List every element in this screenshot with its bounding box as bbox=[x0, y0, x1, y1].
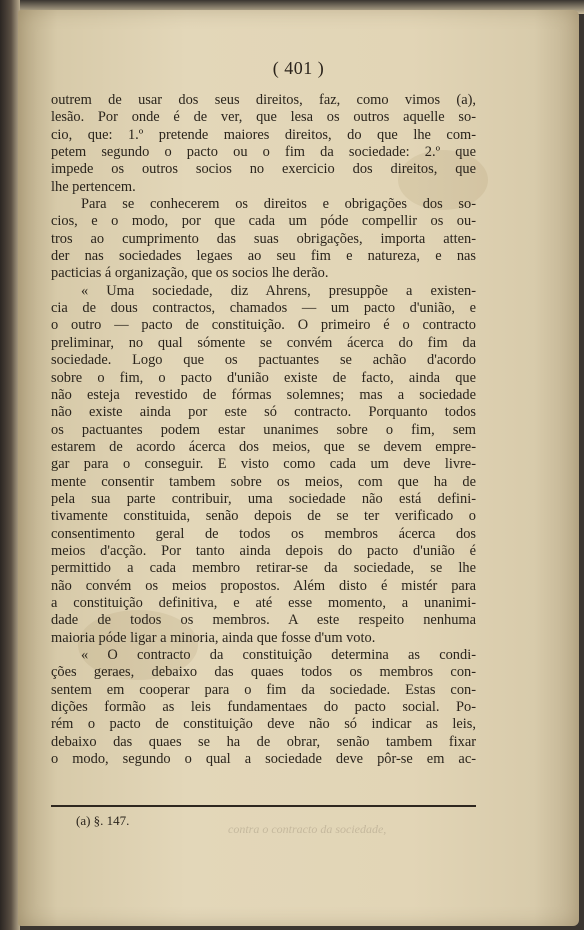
text-line: não esteja revestido de fórmas solemnes; mas a sociedade bbox=[51, 386, 476, 403]
text-line: rém o pacto de constituição deve não só indicar as leis, bbox=[51, 716, 476, 733]
book-page bbox=[18, 10, 579, 926]
text-line: pacticias á organização, que os socios lhe derão. bbox=[51, 265, 329, 282]
text-line: ções geraes, debaixo das quaes todos os membros con- bbox=[51, 664, 476, 681]
text-line: preliminar, no qual sómente se convém ácerca do fim da bbox=[51, 334, 476, 351]
text-line: permittido a cada membro retirar-se da sociedade, se lhe bbox=[51, 560, 476, 577]
page-number-header: ( 401 ) bbox=[272, 58, 325, 78]
body-text bbox=[51, 92, 476, 768]
text-line: estarem de acordo ácerca dos meios, que se devem empre- bbox=[51, 438, 476, 455]
text-line: lesão. Por onde é de ver, que lesa os outros aquelle so- bbox=[51, 109, 476, 126]
text-line: « Uma sociedade, diz Ahrens, presuppõe a existen- bbox=[81, 282, 476, 299]
text-line: mente consentir tambem sobre os meios, com que ha de bbox=[51, 473, 476, 490]
text-line: debaixo das quaes se ha de obrar, senão tambem fixar bbox=[51, 733, 476, 750]
text-line: cios, e o modo, por que cada um póde compellir os ou- bbox=[51, 213, 476, 230]
text-line: a constituição definitiva, e até esse momento, a unanimi- bbox=[51, 594, 476, 611]
text-line: os pactuantes podem estar unanimes sobre o fim, sem bbox=[51, 421, 476, 438]
text-line: gar para o conseguir. E visto como cada um deve livre- bbox=[51, 456, 476, 473]
text-line: dições formão as leis fundamentaes do pacto social. Po- bbox=[51, 699, 476, 716]
text-line: não convém os meios propostos. Além disto é mistér para bbox=[51, 577, 476, 594]
text-line: o outro — pacto de constituição. O primeiro é o contracto bbox=[51, 317, 476, 334]
text-line: der nas sociedades legaes ao seu fim e natureza, e nas bbox=[51, 248, 476, 265]
text-line: dade de todos os membros. A este respeito nenhuma bbox=[51, 612, 476, 629]
text-line: consentimento geral de todos os membros ácerca dos bbox=[51, 525, 476, 542]
text-line: tros ao cumprimento das suas obrigações, importa atten- bbox=[51, 230, 476, 247]
text-line: pela sua parte contribuir, uma sociedade não está defini- bbox=[51, 490, 476, 507]
text-line: cio, que: 1.º pretende maiores direitos, do que lhe com- bbox=[51, 126, 476, 143]
book-spine bbox=[0, 0, 20, 930]
text-line: Para se conhecerem os direitos e obrigações dos so- bbox=[81, 196, 476, 213]
footnote: (a) §. 147. bbox=[76, 813, 130, 828]
text-line: cia de dous contractos, chamados — um pacto d'união, e bbox=[51, 300, 476, 317]
text-line: impede os outros socios no exercicio dos direitos, que bbox=[51, 161, 476, 178]
text-line: « O contracto da constituição determina as condi- bbox=[81, 647, 476, 663]
bleed-through-text: contra o contracto da sociedade, bbox=[228, 822, 387, 836]
text-line: sociedade. Logo que os pactuantes se achão d'acordo bbox=[51, 352, 476, 369]
text-line: sentem em cooperar para o fim da sociedade. Estas con- bbox=[51, 681, 476, 698]
text-line: lhe pertencem. bbox=[51, 178, 136, 195]
text-line: petem segundo o pacto ou o fim da sociedade: 2.º que bbox=[51, 144, 476, 161]
text-line: maioria póde ligar a minoria, ainda que fosse d'um voto. bbox=[51, 629, 376, 646]
text-line: sobre o fim, o pacto d'união existe de facto, ainda que bbox=[51, 369, 476, 386]
text-line: meios d'acção. Por tanto ainda depois do pacto d'união é bbox=[51, 542, 476, 559]
text-line: outrem de usar dos seus direitos, faz, como vimos (a), bbox=[51, 92, 476, 108]
text-line: não existe ainda por este só contracto. Porquanto todos bbox=[51, 404, 476, 421]
text-line: tivamente constituida, senão depois de se ter verificado o bbox=[51, 508, 476, 525]
footnote-rule bbox=[51, 805, 476, 807]
text-line: o modo, segundo o qual a sociedade deve pôr-se em ac- bbox=[51, 751, 476, 768]
